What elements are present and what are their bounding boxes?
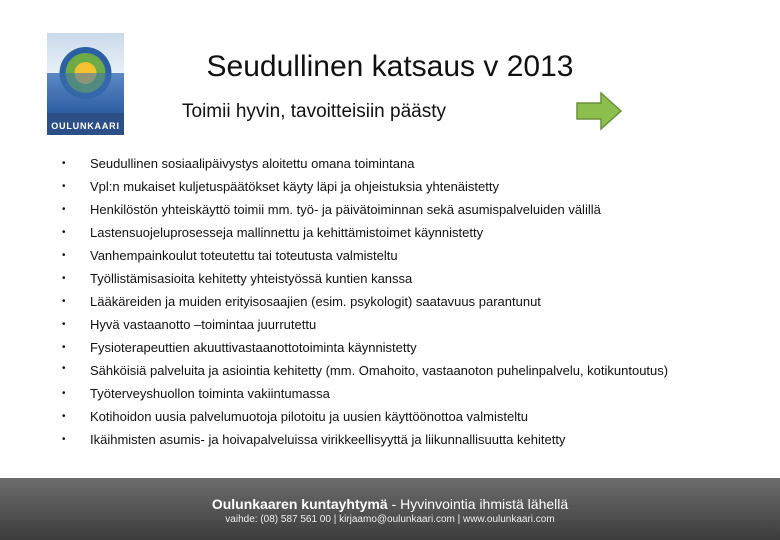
page-subtitle: Toimii hyvin, tavoitteisiin päästy bbox=[182, 101, 446, 122]
bullet-icon: • bbox=[62, 204, 66, 215]
bullet-icon: • bbox=[62, 319, 66, 330]
bullet-icon: • bbox=[62, 227, 66, 238]
bullet-icon: • bbox=[62, 411, 66, 422]
footer-org-line bbox=[0, 496, 780, 512]
bullet-icon: • bbox=[62, 363, 66, 374]
list-item-text: Ikäihmisten asumis- ja hoivapalveluissa virikkeellisyyttä ja liikunnallisuutta kehitetty bbox=[90, 432, 566, 447]
list-item bbox=[56, 336, 756, 359]
footer-contact: vaihde: (08) 587 561 00 | kirjaamo@oulunkaari.com | www.oulunkaari.com bbox=[225, 514, 555, 525]
bullet-icon: • bbox=[62, 342, 66, 353]
bullet-list bbox=[56, 152, 756, 451]
list-item bbox=[56, 359, 756, 382]
list-item-text: Fysioterapeuttien akuuttivastaanottotoiminta käynnistetty bbox=[90, 340, 417, 355]
list-item bbox=[56, 267, 756, 290]
list-item bbox=[56, 313, 756, 336]
list-item-text: Työterveyshuollon toiminta vakiintumassa bbox=[90, 386, 330, 401]
footer-tagline: - Hyvinvointia ihmistä lähellä bbox=[387, 496, 569, 512]
list-item bbox=[56, 244, 756, 267]
bullet-icon: • bbox=[62, 434, 66, 445]
list-item bbox=[56, 382, 756, 405]
right-arrow-icon bbox=[575, 91, 623, 136]
bullet-icon: • bbox=[62, 273, 66, 284]
bullet-icon: • bbox=[62, 158, 66, 169]
bullet-icon: • bbox=[62, 181, 66, 192]
bullet-icon: • bbox=[62, 250, 66, 261]
footer-bar bbox=[0, 478, 780, 540]
list-item bbox=[56, 152, 756, 175]
list-item-text: Työllistämisasioita kehitetty yhteistyössä kuntien kanssa bbox=[90, 271, 413, 286]
logo-graphic bbox=[47, 33, 124, 135]
list-item-text: Sähköisiä palveluita ja asiointia kehitetty (mm. Omahoito, vastaanoton puhelinpalvelu, kotikuntoutus) bbox=[90, 363, 669, 378]
logo-text: OULUNKAARI bbox=[51, 121, 120, 131]
bullet-icon: • bbox=[62, 296, 66, 307]
list-item bbox=[56, 428, 756, 451]
page-title: Seudullinen katsaus v 2013 bbox=[206, 50, 574, 83]
list-item-text: Lastensuojeluprosesseja mallinnettu ja kehittämistoimet käynnistetty bbox=[90, 225, 484, 240]
list-item-text: Lääkäreiden ja muiden erityisosaajien (esim. psykologit) saatavuus parantunut bbox=[90, 294, 541, 309]
list-item bbox=[56, 175, 756, 198]
list-item bbox=[56, 290, 756, 313]
list-item-text: Hyvä vastaanotto –toimintaa juurrutettu bbox=[90, 317, 317, 332]
list-item bbox=[56, 198, 756, 221]
list-item-text: Vpl:n mukaiset kuljetuspäätökset käyty läpi ja ohjeistuksia yhtenäistetty bbox=[90, 179, 499, 194]
list-item-text: Seudullinen sosiaalipäivystys aloitettu omana toimintana bbox=[90, 156, 415, 171]
list-item-text: Henkilöstön yhteiskäyttö toimii mm. työ- ja päivätoiminnan sekä asumispalveluiden välillä bbox=[90, 202, 601, 217]
list-item bbox=[56, 405, 756, 428]
oulunkaari-logo bbox=[47, 33, 124, 135]
list-item-text: Vanhempainkoulut toteutettu tai toteutusta valmisteltu bbox=[90, 248, 398, 263]
footer-org-name: Oulunkaaren kuntayhtymä bbox=[211, 496, 388, 512]
bullet-icon: • bbox=[62, 388, 66, 399]
list-item bbox=[56, 221, 756, 244]
list-item-text: Kotihoidon uusia palvelumuotoja pilotoitu ja uusien käyttöönottoa valmisteltu bbox=[90, 409, 528, 424]
